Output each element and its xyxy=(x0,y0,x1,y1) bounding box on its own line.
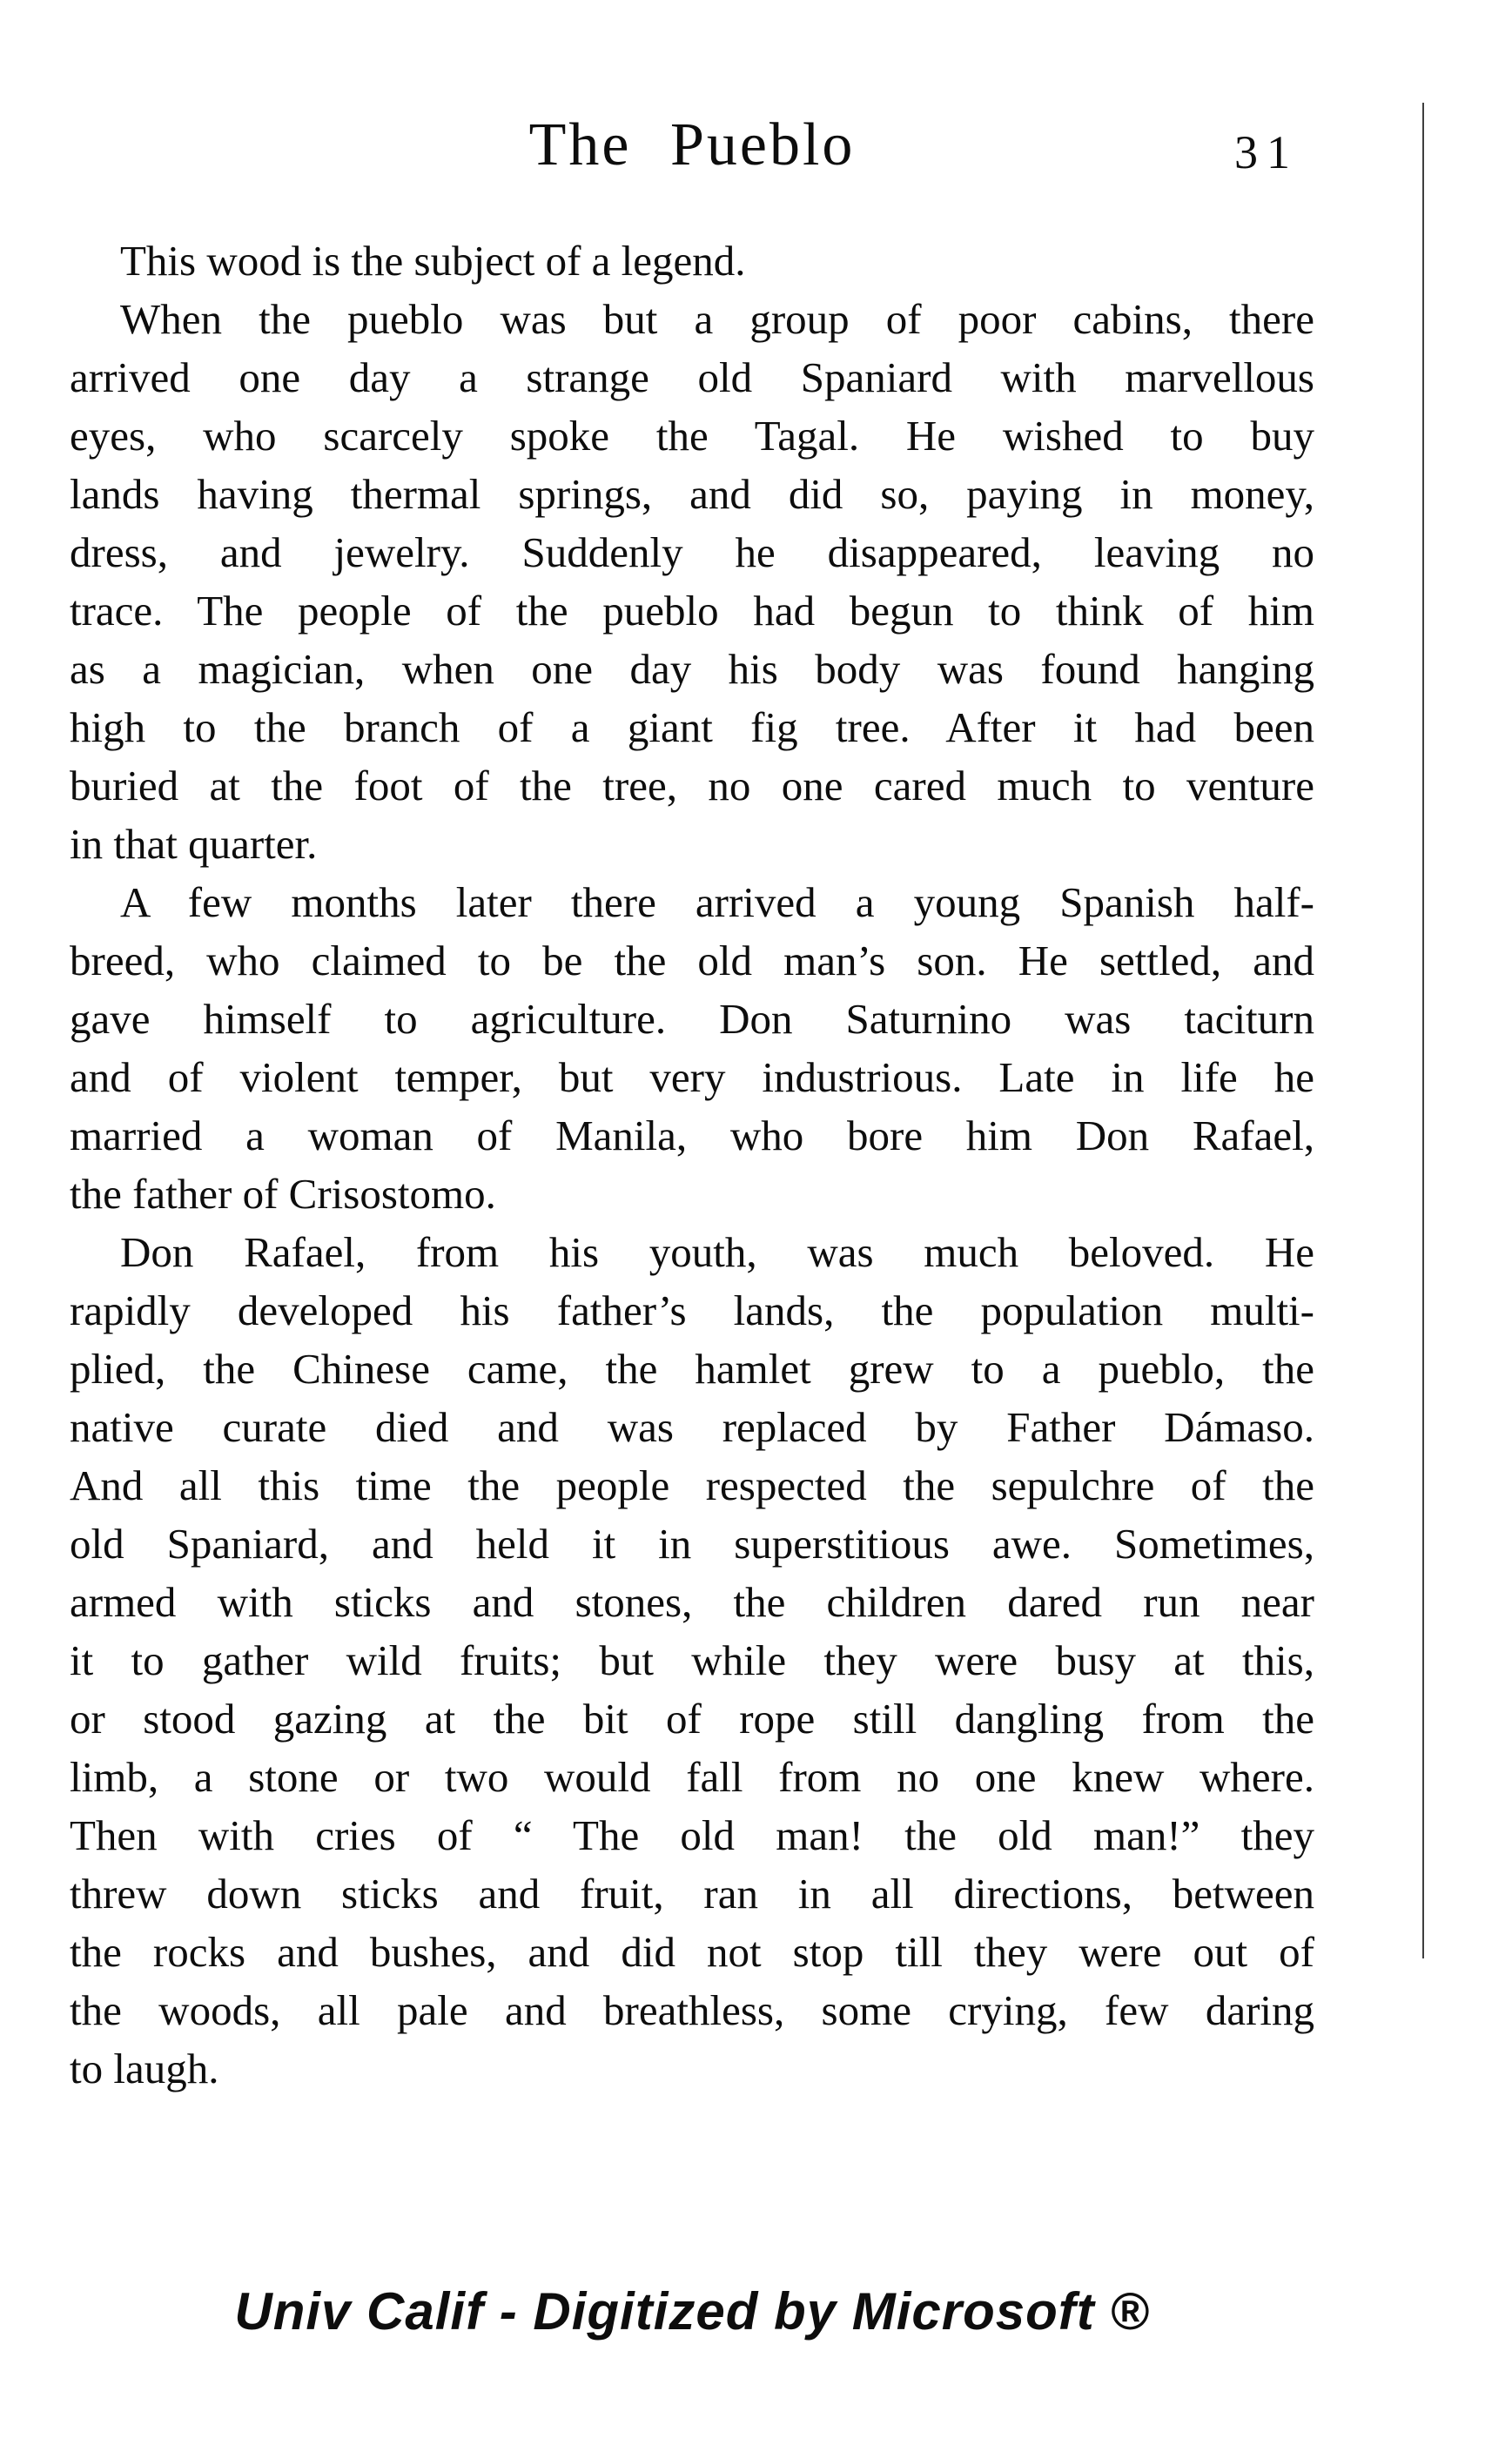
text-line: to laugh. xyxy=(70,2045,219,2092)
text-line: limb, a stone or two would fall from no one knew where. xyxy=(70,1753,1314,1801)
text-line: arrived one day a strange old Spaniard with marvellous xyxy=(70,353,1314,401)
text-line: threw down sticks and fruit, ran in all directions, between xyxy=(70,1870,1314,1918)
text-line: trace. The people of the pueblo had begun to think of him xyxy=(70,587,1314,635)
text-line: or stood gazing at the bit of rope still dangling from the xyxy=(70,1695,1314,1743)
text-line: high to the branch of a giant fig tree. After it had been xyxy=(70,703,1314,751)
text-line: native curate died and was replaced by Father Dámaso. xyxy=(70,1403,1314,1451)
text-line: it to gather wild fruits; but while they were busy at this, xyxy=(70,1636,1314,1684)
text-line: and of violent temper, but very industrious. Late in life he xyxy=(70,1053,1314,1101)
text-line: dress, and jewelry. Suddenly he disappeared, leaving no xyxy=(70,528,1314,576)
text-line: eyes, who scarcely spoke the Tagal. He wished to buy xyxy=(70,412,1314,460)
text-line: rapidly developed his father’s lands, the population multi- xyxy=(70,1286,1314,1334)
text-line: Then with cries of “ The old man! the old man!” they xyxy=(70,1811,1314,1859)
page-number: 31 xyxy=(1234,126,1299,178)
text-line: the rocks and bushes, and did not stop till they were out of xyxy=(70,1928,1314,1976)
scan-artifact-line xyxy=(1422,103,1424,1958)
text-line: Don Rafael, from his youth, was much beloved. He xyxy=(120,1228,1314,1276)
text-line: plied, the Chinese came, the hamlet grew to a pueblo, the xyxy=(70,1345,1314,1393)
text-line: the woods, all pale and breathless, some crying, few daring xyxy=(70,1986,1314,2034)
text-line: old Spaniard, and held it in superstitious awe. Sometimes, xyxy=(70,1520,1314,1568)
text-line: as a magician, when one day his body was found hanging xyxy=(70,645,1314,693)
text-line: armed with sticks and stones, the children dared run near xyxy=(70,1578,1314,1626)
text-line: the father of Crisostomo. xyxy=(70,1170,496,1218)
page-body-text xyxy=(70,232,1314,2098)
text-line: lands having thermal springs, and did so, paying in money, xyxy=(70,470,1314,518)
text-line: And all this time the people respected the sepulchre of the xyxy=(70,1461,1314,1509)
digitization-footer: Univ Calif - Digitized by Microsoft ® xyxy=(234,2282,1150,2341)
page-title: The Pueblo xyxy=(528,111,856,178)
text-line: A few months later there arrived a young Spanish half- xyxy=(120,878,1314,926)
text-line: breed, who claimed to be the old man’s son. He settled, and xyxy=(70,937,1314,984)
text-line: gave himself to agriculture. Don Saturnino was taciturn xyxy=(70,995,1314,1043)
text-line: in that quarter. xyxy=(70,820,318,868)
text-line: When the pueblo was but a group of poor cabins, there xyxy=(120,295,1314,343)
text-line: married a woman of Manila, who bore him Don Rafael, xyxy=(70,1112,1314,1159)
text-line: buried at the foot of the tree, no one cared much to venture xyxy=(70,762,1314,809)
text-line: This wood is the subject of a legend. xyxy=(120,237,746,285)
